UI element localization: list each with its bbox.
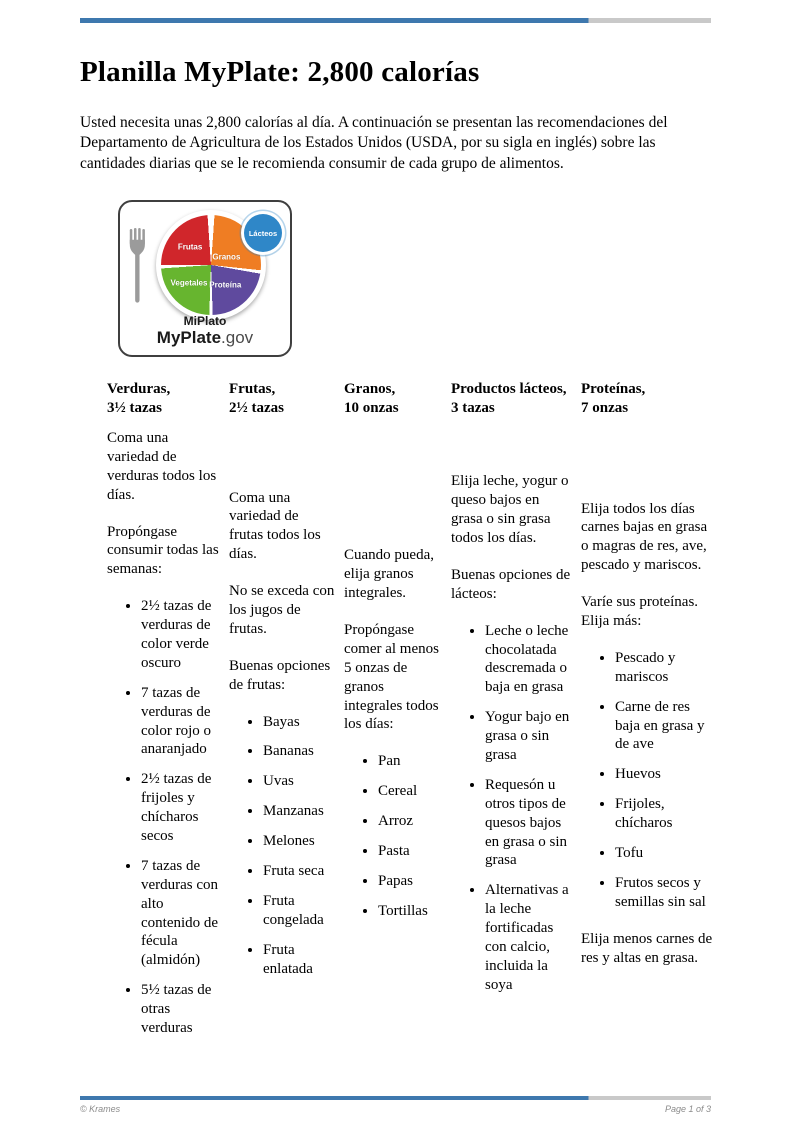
bullet-list <box>107 597 221 1038</box>
food-group-column <box>107 380 221 1047</box>
bullet-item: • Papas <box>378 872 443 891</box>
bullet-item: • Fruta congelada <box>263 892 336 930</box>
dairy-circle <box>244 214 282 252</box>
column-header-amount: 2½ tazas <box>229 399 284 416</box>
bullet-item: • 7 tazas de verduras con alto contenido de fécula (almidón) <box>141 857 221 970</box>
bullet-item: • Manzanas <box>263 802 336 821</box>
bullet-item: • Frutos secos y semillas sin sal <box>615 874 713 912</box>
bullet-item: • Tofu <box>615 844 713 863</box>
food-group-column <box>451 380 573 1047</box>
bullet-item: • Cereal <box>378 782 443 801</box>
plate-label-lacteos: Lácteos <box>248 228 278 238</box>
column-paragraph: Elija menos carnes de res y altas en grasa. <box>581 930 713 966</box>
plate-label-granos: Granos <box>212 252 241 262</box>
myplate-logo <box>118 200 292 357</box>
column-paragraph: Elija leche, yogur o queso bajos en grasa o sin grasa todos los días. <box>451 473 569 546</box>
logo-caption-bold: MyPlate <box>156 328 222 347</box>
bullet-item: • Bananas <box>263 742 336 761</box>
bullet-item: • Fruta enlatada <box>263 941 336 979</box>
food-group-column <box>344 380 443 1047</box>
top-accent-bar <box>80 18 711 23</box>
intro-paragraph: Usted necesita unas 2,800 calorías al día. A continuación se presentan las recomendaciones del Departamento de Agricultura de los Estados Unidos (USDA, por su sigla en inglés) sobre las cantidades diarias que se le recomienda consumir de cada grupo de alimentos. <box>80 114 668 172</box>
bullet-item: • Uvas <box>263 772 336 791</box>
bullet-item: • Requesón u otros tipos de quesos bajos en grasa o sin grasa <box>485 776 573 870</box>
column-header-name: Granos, <box>344 381 396 397</box>
column-paragraph: Cuando pueda, elija granos integrales. <box>344 547 434 602</box>
bullet-item: • Pescado y mariscos <box>615 649 713 687</box>
food-group-column <box>229 380 336 1047</box>
column-header <box>344 380 443 420</box>
column-header <box>107 380 221 420</box>
bullet-item: • Frijoles, chícharos <box>615 795 713 833</box>
bullet-list <box>581 649 713 912</box>
bullet-item: • Alternativas a la leche fortificadas con calcio, incluida la soya <box>485 881 573 994</box>
column-body <box>107 420 221 1047</box>
bullet-item: • 2½ tazas de verduras de color verde oscuro <box>141 597 221 673</box>
page-title: Planilla MyPlate: 2,800 calorías <box>80 56 480 88</box>
column-header-name: Verduras, <box>107 381 171 397</box>
column-paragraph: No se exceda con los jugos de frutas. <box>229 583 335 637</box>
column-paragraph: Coma una variedad de verduras todos los días. <box>107 430 217 503</box>
column-paragraph: Propóngase comer al menos 5 onzas de granos integrales todos los días: <box>344 621 439 733</box>
page-footer <box>80 1096 711 1114</box>
footer-accent-bar <box>80 1096 711 1100</box>
column-paragraph: Elija todos los días carnes bajas en grasa o magras de res, ave, pescado y mariscos. <box>581 500 708 574</box>
bullet-list <box>451 622 573 995</box>
bullet-item: • Arroz <box>378 812 443 831</box>
column-body <box>581 420 713 1047</box>
bullet-item: • Carne de res baja en grasa y de ave <box>615 698 713 755</box>
column-header <box>229 380 336 420</box>
column-header-amount: 10 onzas <box>344 399 399 416</box>
fork-icon <box>127 228 147 306</box>
column-body <box>451 420 573 1047</box>
column-paragraph: Propóngase consumir todas las semanas: <box>107 523 219 578</box>
bullet-item: • 7 tazas de verduras de color rojo o anaranjado <box>141 684 221 760</box>
bullet-item: • Leche o leche chocolatada descremada o baja en grasa <box>485 622 573 698</box>
column-body <box>344 420 443 1047</box>
bullet-item: • Pasta <box>378 842 443 861</box>
bullet-item: • Bayas <box>263 713 336 732</box>
column-paragraph: Buenas opciones de frutas: <box>229 657 331 693</box>
bullet-item: • Fruta seca <box>263 862 336 881</box>
bullet-list <box>344 752 443 920</box>
column-paragraph: Coma una variedad de frutas todos los días. <box>229 489 321 563</box>
plate-label-vegetales: Vegetales <box>170 278 208 288</box>
column-paragraph: Buenas opciones de lácteos: <box>451 566 571 602</box>
column-header <box>451 380 573 420</box>
column-body <box>229 420 336 1047</box>
column-header-amount: 3½ tazas <box>107 399 162 416</box>
logo-caption-myplate <box>120 328 290 348</box>
column-header-amount: 7 onzas <box>581 399 629 416</box>
bullet-item: • Yogur bajo en grasa o sin grasa <box>485 708 573 765</box>
column-header <box>581 380 713 420</box>
bullet-list <box>229 713 336 979</box>
column-paragraph: Varíe sus proteínas. Elija más: <box>581 594 699 629</box>
plate-label-frutas: Frutas <box>177 242 203 252</box>
food-groups-table <box>107 380 713 1047</box>
column-header-amount: 3 tazas <box>451 399 495 416</box>
column-header-name: Proteínas, <box>581 381 646 397</box>
footer-copyright: © Krames <box>80 1104 121 1114</box>
column-header-name: Frutas, <box>229 381 276 397</box>
bullet-item: • Pan <box>378 752 443 771</box>
logo-caption-suffix: .gov <box>221 328 254 347</box>
food-group-column <box>581 380 713 1047</box>
plate-label-proteina: Proteína <box>209 280 242 290</box>
bullet-item: • Tortillas <box>378 902 443 921</box>
logo-caption-miplato: MiPlato <box>183 314 227 328</box>
bullet-item: • Huevos <box>615 765 713 784</box>
column-header-name: Productos lácteos, <box>451 381 567 397</box>
footer-page-number: Page 1 of 3 <box>664 1104 711 1114</box>
bullet-item: • Melones <box>263 832 336 851</box>
bullet-item: • 5½ tazas de otras verduras <box>141 981 221 1038</box>
bullet-item: • 2½ tazas de frijoles y chícharos secos <box>141 770 221 846</box>
